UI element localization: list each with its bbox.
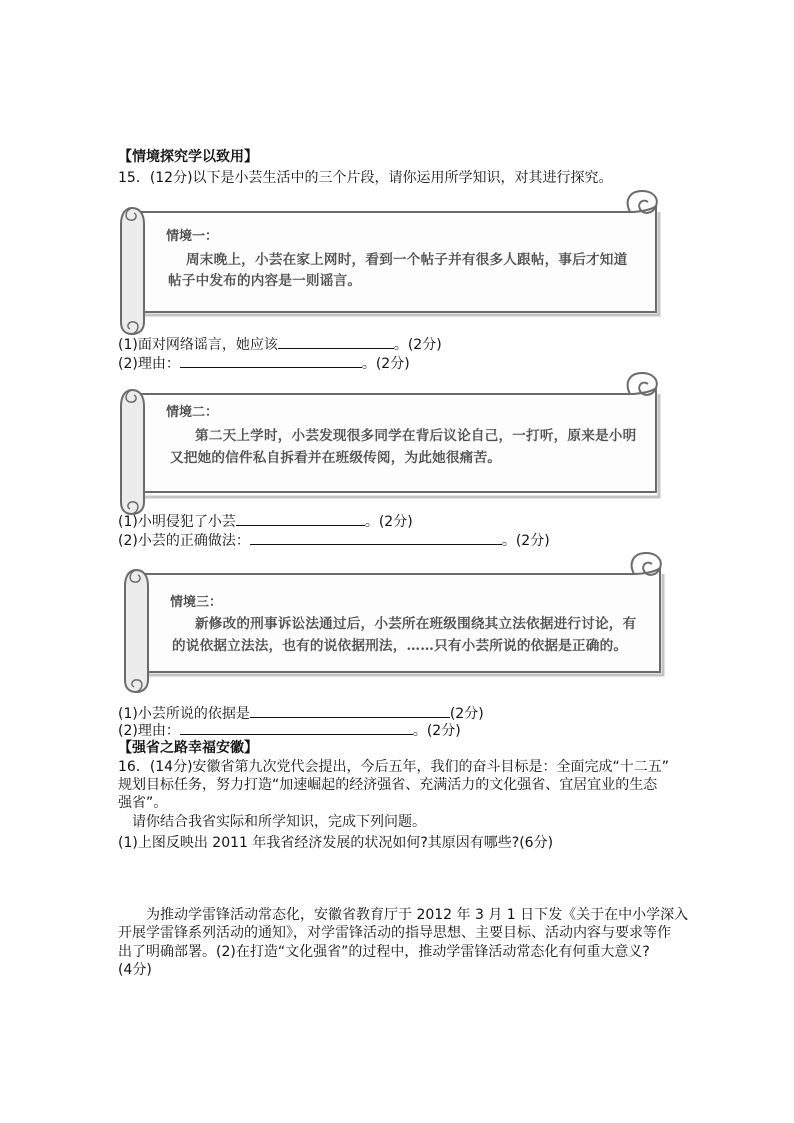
q15-scenario-3-question-1 [118,704,484,722]
question-score: 。(2分) [393,337,442,353]
scenario-1-text-line: 帖子中发布的内容是一则谣言。 [168,273,362,289]
question-16-stem-line: 规划目标任务，努力打造“加速崛起的经济强省、充满活力的文化强省、宜居宜业的生态 [118,777,658,793]
scenario-1-text-line: 周末晚上，小芸在家上网时，看到一个帖子并有很多人跟帖，事后才知道 [186,252,628,268]
question-score: 。(2分) [361,356,410,372]
scenario-3-text-line: 新修改的刑事诉讼法通过后，小芸所在班级围绕其立法依据进行讨论，有 [195,616,637,632]
answer-blank [236,512,365,526]
scroll-roll-left [125,570,148,692]
answer-blank [180,354,362,368]
question-16-passage-line: (4分) [118,962,152,978]
question-score: 。(2分) [501,533,550,549]
question-16-instruction: 请你结合我省实际和所学知识，完成下列问题。 [132,814,426,830]
question-text: (1)小明侵犯了小芸 [118,514,236,530]
scenario-2-text-line: 第二天上学时，小芸发现很多同学在背后议论自己，一打听，原来是小明 [195,428,637,444]
section-title-strong-province: 【强省之路幸福安徽】 [118,740,258,756]
answer-blank [250,531,502,545]
question-text: (2)理由： [118,356,180,372]
question-16-passage-line: 出了明确部署。(2)在打造“文化强省”的过程中，推动学雷锋活动常态化有何重大意义? [118,944,650,960]
answer-blank [278,335,394,349]
scenario-3-text-line: 的说依据立法法，也有的说依据刑法，……只有小芸所说的依据是正确的。 [172,638,628,654]
q15-scenario-3-question-2 [118,721,461,739]
scenario-2-title: 情境二： [166,405,219,420]
question-score: (2分) [449,706,484,722]
question-score: 。(2分) [364,514,413,530]
scroll-roll-left [121,208,144,334]
q15-scenario-2-question-2 [118,531,550,549]
question-16-passage-line: 开展学雷锋系列活动的通知》，对学雷锋活动的指导思想、主要目标、活动内容与要求等作 [118,925,671,941]
question-text: (2)小芸的正确做法： [118,533,250,549]
answer-blank [250,704,450,718]
scenario-2-text-line: 又把她的信件私自拆看并在班级传阅，为此她很痛苦。 [170,450,502,466]
q15-scenario-1-question-1 [118,335,442,353]
section-title-scenario-inquiry: 【情境探究学以致用】 [118,149,258,165]
question-score: 。(2分) [412,723,461,739]
question-text: (1)面对网络谣言，她应该 [118,337,278,353]
q15-scenario-2-question-1 [118,512,413,530]
question-16-stem-line: 强省”。 [118,795,168,811]
scenario-3-title: 情境三： [170,595,223,610]
question-16-sub-1: (1)上图反映出 2011 年我省经济发展的状况如何?其原因有哪些?(6分) [118,835,554,851]
question-15-stem: 15．(12分)以下是小芸生活中的三个片段，请你运用所学知识，对其进行探究。 [118,170,613,186]
question-16-passage-line: 为推动学雷锋活动常态化，安徽省教育厅于 2012 年 3 月 1 日下发《关于在中小学深入 [146,907,689,923]
question-text: (2)理由： [118,723,180,739]
question-text: (1)小芸所说的依据是 [118,706,250,722]
question-16-stem-line: 16．(14分)安徽省第九次党代会提出，今后五年，我们的奋斗目标是：全面完成“十二五” [118,759,670,775]
scenario-1-title: 情境一： [166,229,219,244]
answer-blank [180,721,413,735]
scroll-roll-left [121,390,144,514]
